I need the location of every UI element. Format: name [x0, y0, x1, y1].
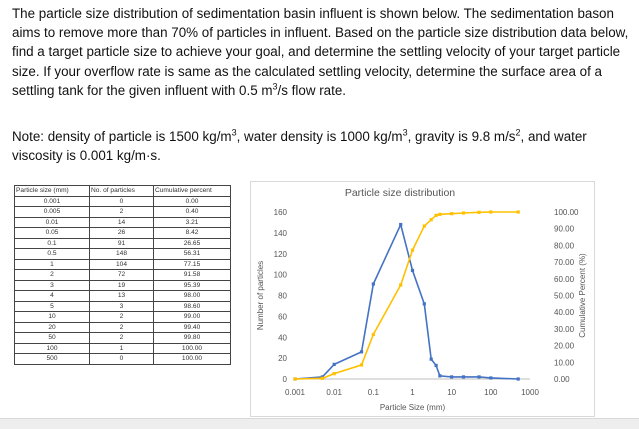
cumulative-percent-point — [423, 224, 426, 227]
cell-no-particles: 2 — [90, 207, 154, 218]
particle-count-point — [434, 364, 437, 367]
particle-count-point — [399, 223, 402, 226]
cell-no-particles: 2 — [90, 322, 154, 333]
cumulative-percent-point — [489, 210, 492, 213]
cell-particle-size: 4 — [15, 291, 90, 302]
cell-cumulative: 98.60 — [154, 301, 231, 312]
table-row — [15, 301, 231, 312]
table-row — [15, 217, 231, 228]
header-no-particles: No. of particles — [90, 186, 154, 197]
x-axis-label: Particle Size (mm) — [379, 403, 446, 412]
y2-tick-label: 100.00 — [554, 208, 579, 217]
problem-text-end: /s flow rate. — [277, 82, 347, 98]
particle-count-point — [430, 358, 433, 361]
x-tick-label: 1000 — [521, 388, 539, 397]
x-tick-label: 0.01 — [326, 388, 342, 397]
y-tick-label: 40 — [278, 333, 287, 343]
table-row — [15, 207, 231, 218]
y-tick-label: 0 — [282, 375, 287, 384]
table-row — [15, 354, 231, 365]
cell-particle-size: 0.05 — [15, 228, 90, 239]
y-tick-label: 140 — [273, 228, 287, 238]
cubic-superscript: 3 — [272, 81, 278, 92]
cell-cumulative: 100.00 — [154, 343, 231, 354]
cell-particle-size: 5 — [15, 301, 90, 312]
cell-no-particles: 13 — [90, 291, 154, 302]
cumulative-percent-point — [430, 218, 433, 221]
x-tick-label: 0.1 — [367, 388, 379, 397]
cell-no-particles: 148 — [90, 249, 154, 260]
y2-tick-label: 70.00 — [554, 258, 575, 268]
cell-particle-size: 0.01 — [15, 217, 90, 228]
cumulative-percent-point — [399, 283, 402, 286]
cell-cumulative: 3.21 — [154, 217, 231, 228]
x-tick-label: 10 — [447, 388, 457, 397]
bottom-scroll-strip — [0, 418, 639, 429]
cell-cumulative: 0.40 — [154, 207, 231, 218]
cumulative-percent-point — [333, 372, 336, 375]
y-tick-label: 60 — [278, 312, 287, 322]
cell-cumulative: 56.31 — [154, 249, 231, 260]
particle-size-chart — [250, 181, 595, 417]
cell-particle-size: 100 — [15, 343, 90, 354]
cell-cumulative: 26.65 — [154, 238, 231, 249]
particle-count-point — [477, 375, 480, 378]
note-paragraph — [12, 127, 632, 165]
cumulative-percent-point — [360, 363, 363, 366]
cell-cumulative: 0.00 — [154, 196, 231, 207]
cell-cumulative: 99.80 — [154, 333, 231, 344]
cumulative-percent-point — [434, 214, 437, 217]
cell-no-particles: 2 — [90, 312, 154, 323]
header-cumulative: Cumulative percent — [154, 186, 231, 197]
particle-count-point — [360, 350, 363, 353]
cell-no-particles: 3 — [90, 301, 154, 312]
table-row — [15, 291, 231, 302]
cell-no-particles: 0 — [90, 354, 154, 365]
y2-tick-label: 10.00 — [554, 358, 575, 368]
cell-no-particles: 2 — [90, 333, 154, 344]
cell-cumulative: 99.00 — [154, 312, 231, 323]
y-axis-label: Number of particles — [256, 260, 265, 331]
note-density-water: , water density is 1000 kg/m — [236, 129, 403, 144]
cell-no-particles: 91 — [90, 238, 154, 249]
cell-cumulative: 95.39 — [154, 280, 231, 291]
particle-count-point — [438, 374, 441, 377]
y2-tick-label: 80.00 — [554, 241, 575, 251]
cell-cumulative: 77.15 — [154, 259, 231, 270]
y2-axis-label: Cumulative Percent (%) — [578, 253, 587, 338]
y2-tick-label: 40.00 — [554, 308, 575, 318]
y2-tick-label: 30.00 — [554, 324, 575, 334]
note-gravity: , gravity is 9.8 m/s — [407, 129, 516, 144]
cell-cumulative: 98.00 — [154, 291, 231, 302]
table-header-row — [15, 186, 231, 197]
table-row — [15, 280, 231, 291]
y2-tick-label: 50.00 — [554, 291, 575, 301]
cell-no-particles: 0 — [90, 196, 154, 207]
cumulative-percent-point — [293, 377, 296, 380]
table-row — [15, 270, 231, 281]
x-tick-label: 0.001 — [284, 388, 306, 397]
cell-cumulative: 100.00 — [154, 354, 231, 365]
cell-particle-size: 50 — [15, 333, 90, 344]
note-sup-3: 2 — [515, 127, 521, 138]
cumulative-percent-point — [517, 210, 520, 213]
cell-particle-size: 20 — [15, 322, 90, 333]
cumulative-percent-point — [438, 213, 441, 216]
cell-particle-size: 0.1 — [15, 238, 90, 249]
cell-particle-size: 2 — [15, 270, 90, 281]
note-viscosity: , and water viscosity is 0.001 kg/m·s. — [12, 129, 587, 164]
y-tick-label: 160 — [273, 208, 287, 217]
header-particle-size: Particle size (mm) — [15, 186, 90, 197]
cell-particle-size: 0.5 — [15, 249, 90, 260]
table-row — [15, 228, 231, 239]
y2-tick-label: 0.00 — [554, 375, 570, 384]
cell-particle-size: 3 — [15, 280, 90, 291]
particle-count-point — [517, 377, 520, 380]
y2-tick-label: 90.00 — [554, 224, 575, 234]
particle-size-table — [14, 185, 231, 365]
cell-no-particles: 14 — [90, 217, 154, 228]
y-tick-label: 120 — [273, 249, 287, 259]
cumulative-percent-point — [450, 212, 453, 215]
cumulative-percent-point — [477, 211, 480, 214]
y2-tick-label: 60.00 — [554, 274, 575, 284]
particle-count-point — [411, 269, 414, 272]
y-tick-label: 100 — [273, 270, 287, 280]
problem-text: The particle size distribution of sedimentation basin influent is shown below. The sedimentation bason aims to remove more than 70% of particles in influent. Based on the particle size distribution data below, find a target particle size to achieve your goal, and determine the settling velocity of your target particle size. If your overflow rate is same as the calculated settling velocity, determine the surface area of a settling tank for the given influent with 0.5 m — [12, 6, 629, 98]
table-row — [15, 249, 231, 260]
cell-cumulative: 8.42 — [154, 228, 231, 239]
cell-no-particles: 19 — [90, 280, 154, 291]
cumulative-percent-point — [321, 377, 324, 380]
cell-particle-size: 10 — [15, 312, 90, 323]
table-row — [15, 312, 231, 323]
x-tick-label: 100 — [484, 388, 498, 397]
cell-particle-size: 0.005 — [15, 207, 90, 218]
table-row — [15, 333, 231, 344]
cell-no-particles: 26 — [90, 228, 154, 239]
cumulative-percent-point — [462, 211, 465, 214]
table-row — [15, 343, 231, 354]
cell-no-particles: 72 — [90, 270, 154, 281]
cell-particle-size: 1 — [15, 259, 90, 270]
y2-tick-label: 20.00 — [554, 341, 575, 351]
cell-particle-size: 0.001 — [15, 196, 90, 207]
chart-title: Particle size distribution — [344, 187, 456, 199]
cell-particle-size: 500 — [15, 354, 90, 365]
particle-count-point — [450, 375, 453, 378]
y-tick-label: 80 — [278, 291, 287, 301]
table-row — [15, 322, 231, 333]
cell-no-particles: 1 — [90, 343, 154, 354]
cell-no-particles: 104 — [90, 259, 154, 270]
x-tick-label: 1 — [410, 388, 415, 397]
cell-cumulative: 99.40 — [154, 322, 231, 333]
problem-statement — [12, 4, 632, 100]
particle-count-point — [489, 376, 492, 379]
y-tick-label: 20 — [278, 354, 287, 364]
note-sup-2: 3 — [402, 127, 408, 138]
cell-cumulative: 91.58 — [154, 270, 231, 281]
note-sup-1: 3 — [231, 127, 237, 138]
particle-count-point — [372, 282, 375, 285]
table-row — [15, 259, 231, 270]
note-density-particle: Note: density of particle is 1500 kg/m — [12, 129, 232, 144]
cumulative-percent-point — [372, 333, 375, 336]
particle-count-point — [423, 302, 426, 305]
table-row — [15, 238, 231, 249]
table-row — [15, 196, 231, 207]
particle-count-point — [462, 375, 465, 378]
cumulative-percent-point — [411, 249, 414, 252]
particle-count-point — [333, 363, 336, 366]
